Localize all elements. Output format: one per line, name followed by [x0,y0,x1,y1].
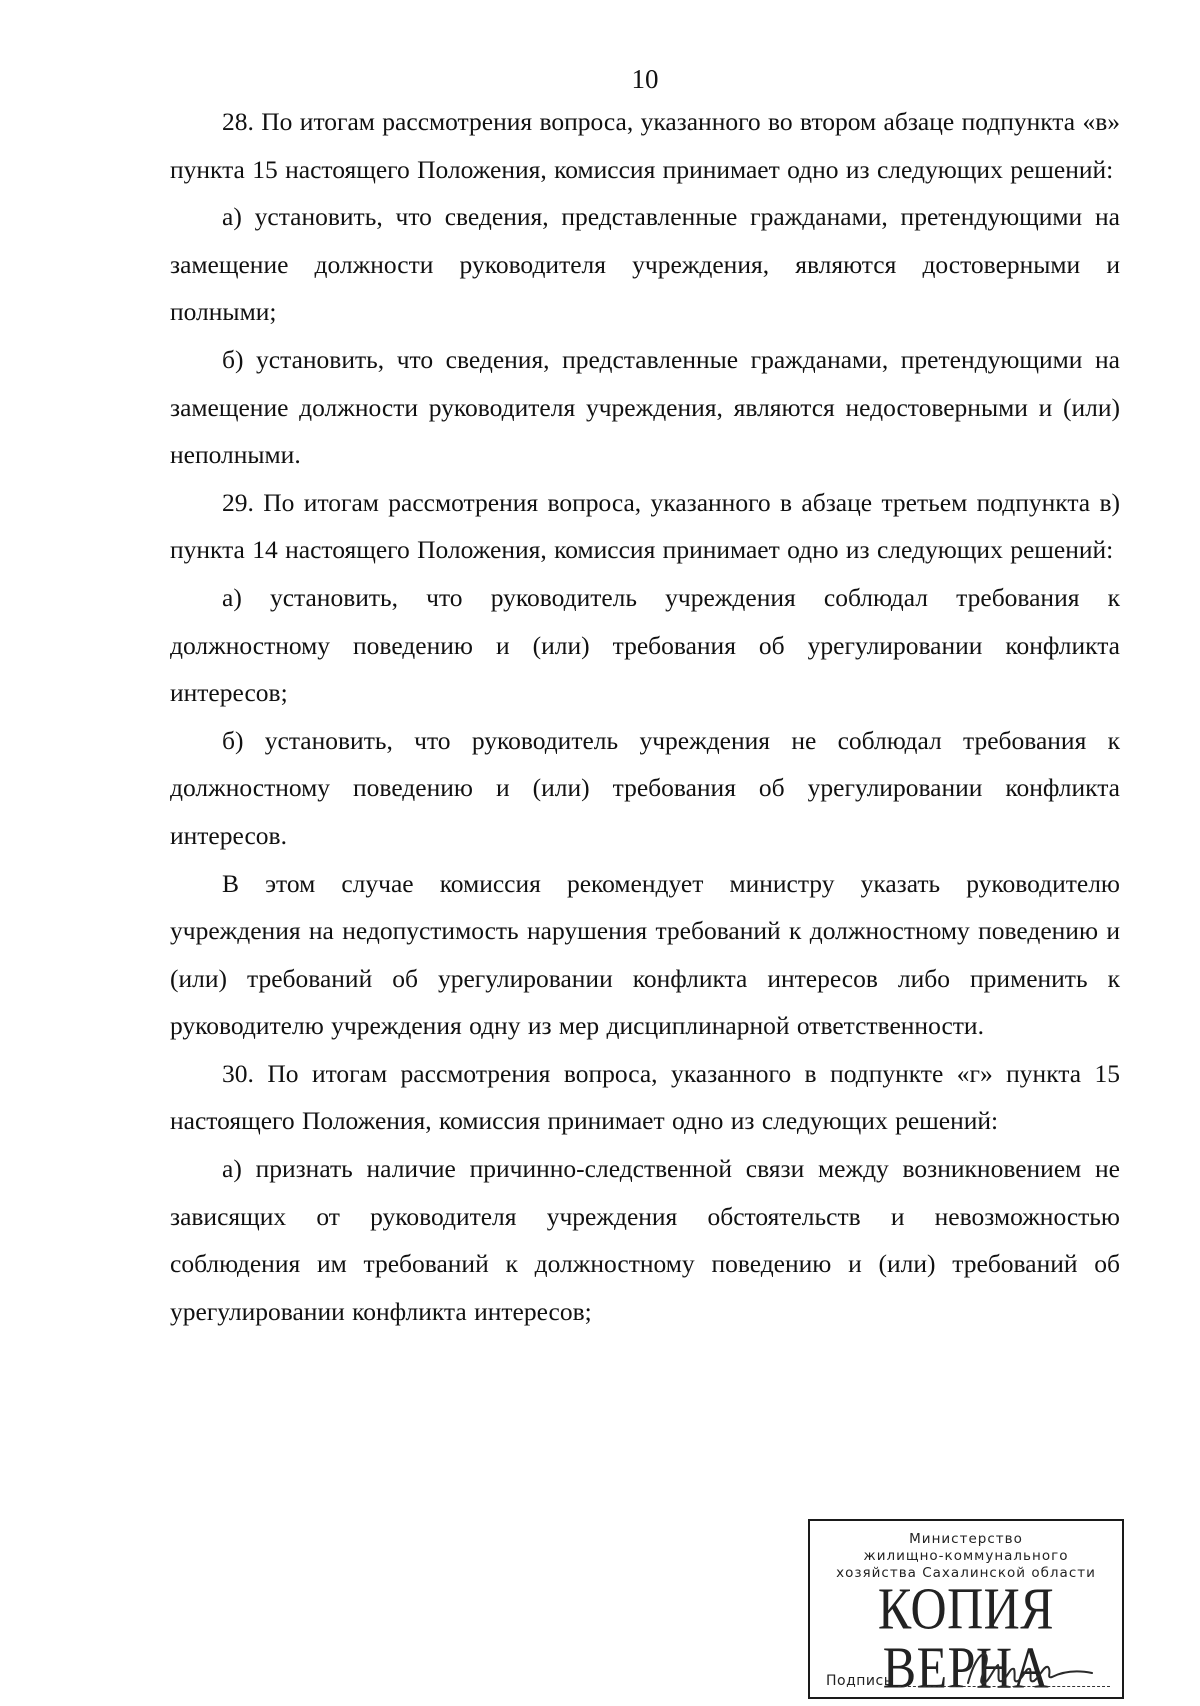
stamp-region-line: хозяйства Сахалинской области [836,1565,1096,1581]
paragraph-29-a: а) установить, что руководитель учреждения соблюдал требования к должностному поведению и (или) требования об урегулировании конфликта интересов; [170,582,1120,708]
document-body [170,98,1120,1335]
paragraph-29-b: б) установить, что руководитель учреждения не соблюдал требования к должностному поведению и (или) требования об урегулировании конфликта интересов. [170,725,1120,850]
paragraph-30-a: а) признать наличие причинно-следственной связи между возникновением не зависящих от руководителя учреждения обстоятельств и невозможностью соблюдения им требований к должностному поведению и (или) требований об урегулировании конфликта интересов; [170,1154,1120,1326]
stamp-title: КОПИЯ ВЕРНА [877,1575,1055,1701]
stamp-signature-label: Подпись [826,1673,893,1689]
stamp-department-line: жилищно-коммунального [863,1548,1069,1564]
stamp-ministry-line: Министерство [909,1531,1023,1547]
paragraph-28: 28. По итогам рассмотрения вопроса, указанного во втором абзаце подпункта «в» пункта 15 настоящего Положения, комиссия принимает одно из следующих решений: [170,107,1120,184]
paragraph-29: 29. По итогам рассмотрения вопроса, указанного в абзаце третьем подпункта в) пункта 14 настоящего Положения, комиссия принимает одно из следующих решений: [170,487,1120,565]
paragraph-28-a: а) установить, что сведения, представленные гражданами, претендующими на замещение должности руководителя учреждения, являются достоверными и полными; [170,202,1120,327]
certified-copy-stamp [808,1519,1124,1699]
paragraph-29-note: В этом случае комиссия рекомендует министру указать руководителю учреждения на недопустимость нарушения требований к должностному поведению и (или) требований об урегулировании конфликта интересов либо применить к руководителю учреждения одну из мер дисциплинарной ответственности. [170,868,1120,1041]
paragraph-28-b: б) установить, что сведения, представленные гражданами, претендующими на замещение должности руководителя учреждения, являются недостоверными и (или) неполными. [170,344,1120,470]
page-number: 10 [631,64,659,94]
handwritten-signature [960,1643,1100,1691]
paragraph-30: 30. По итогам рассмотрения вопроса, указанного в подпункте «г» пункта 15 настоящего Положения, комиссия принимает одно из следующих решений: [170,1058,1120,1136]
